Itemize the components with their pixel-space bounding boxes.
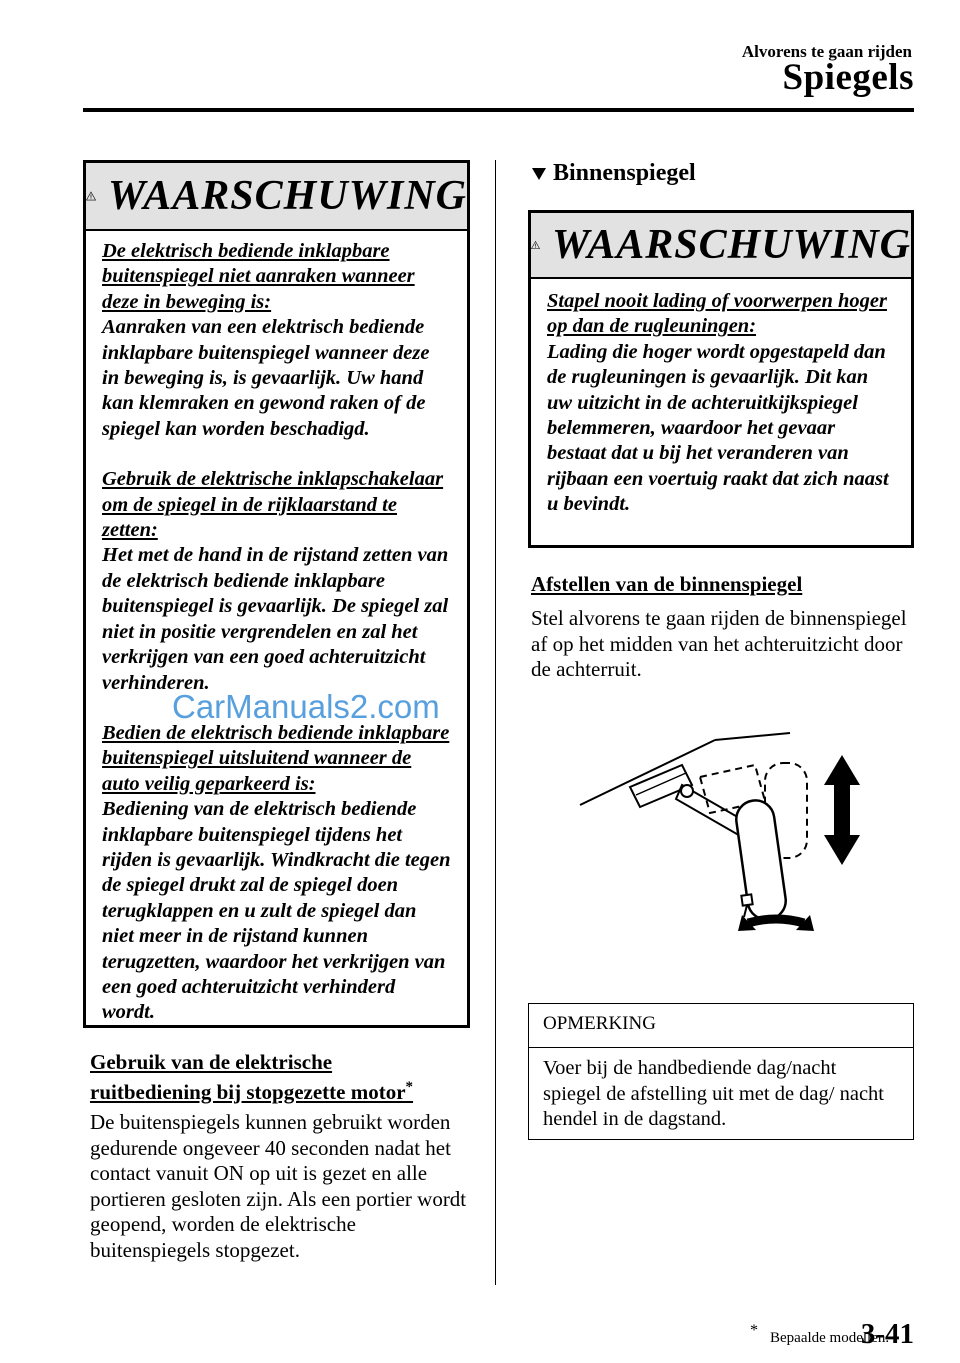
vertical-adjust-arrow-icon <box>824 755 860 865</box>
triangle-bullet-icon <box>531 167 547 181</box>
warning-block <box>547 289 895 518</box>
subheading-line2: ruitbediening bij stopgezette motor <box>90 1080 406 1104</box>
note-box <box>528 1003 914 1140</box>
paragraph-right: Stel alvorens te gaan rijden de binnenspiegel af op het midden van het achteruitzicht door de achterruit. <box>531 606 907 682</box>
warning-heading: Gebruik de elektrische inklapschakelaar om de spiegel in de rijklaarstand te zetten: <box>102 468 444 542</box>
mirror-body <box>734 798 788 922</box>
note-text: Voer bij de handbediende dag/nacht spiegel de afstelling uit met de dag/ nacht hendel in de dagstand. <box>543 1057 884 1131</box>
section-title: Spiegels <box>782 57 914 98</box>
warning-text: Lading die hoger wordt opgestapeld dan de rugleuningen is gevaarlijk. Dit kan uw uitzicht in de achteruitkijkspiegel belemmeren, waardoor het gevaar bestaat dat u bij het veranderen van rijbaan een voertuig raakt dat zich naast u bevindt. <box>547 340 889 516</box>
subheading-power-window <box>90 1050 470 1105</box>
paragraph-left: De buitenspiegels kunnen gebruikt worden gedurende ongeveer 40 seconden nadat het contact vanuit ON op uit is gezet en alle portieren gesloten zijn. Als een portier wordt geopend, worden de elektrische buitenspiegels stopgezet. <box>90 1110 467 1262</box>
warning-block <box>102 721 451 1026</box>
subheading-line1: Gebruik van de elektrische <box>90 1050 333 1074</box>
warning-title: WAARSCHUWING <box>552 222 911 268</box>
warning-body <box>86 231 467 1026</box>
subheading-adjust: Afstellen van de binnenspiegel <box>531 572 803 596</box>
section-heading-text: Binnenspiegel <box>553 160 696 186</box>
warning-triangle-icon <box>531 227 540 263</box>
warning-block <box>102 467 451 696</box>
warning-triangle-icon <box>86 178 96 214</box>
warning-text: Aanraken van een elektrisch bediende inklapbare buitenspiegel wanneer deze in beweging is, is gevaarlijk. Uw hand kan klemraken en gewond raken of de spiegel kan worden beschadigd. <box>102 316 430 440</box>
warning-text: Bediening van de elektrisch bediende inklapbare buitenspiegel tijdens het rijden is gevaarlijk. Windkracht die tegen de spiegel drukt zal de spiegel doen terugklappen en u zult de spiegel dan niet meer in de rijstand kunnen terugzetten, waardoor het verkrijgen van een goed achteruitzicht verhinderd wordt. <box>102 798 451 1024</box>
warning-heading: De elektrisch bediende inklapbare buitenspiegel niet aanraken wanneer deze in beweging is: <box>102 240 415 313</box>
rearview-mirror-illustration <box>570 725 870 945</box>
warning-body <box>531 279 911 518</box>
rotation-arrow-icon <box>738 915 814 931</box>
watermark: CarManuals2.com <box>172 688 440 725</box>
warning-header <box>531 213 911 279</box>
warning-block <box>102 239 451 442</box>
warning-heading: Stapel nooit lading of voorwerpen hoger op dan de rugleuningen: <box>547 290 887 338</box>
warning-box-right <box>528 210 914 548</box>
footnote-mark: * <box>405 1079 414 1095</box>
warning-box-left <box>83 160 470 1028</box>
page-number: 3-41 <box>860 1318 914 1350</box>
column-divider <box>495 160 496 1285</box>
section-heading <box>531 160 696 187</box>
warning-header <box>86 163 467 231</box>
note-title: OPMERKING <box>529 1004 913 1048</box>
warning-text: Het met de hand in de rijstand zetten van de elektrisch bediende inklapbare buitenspiegel is gevaarlijk. De spiegel zal niet in positie vergrendelen en zal het verkrijgen van een goed achteruitzicht verhinderen. <box>102 544 449 694</box>
footnote-text: Bepaalde modellen. <box>770 1330 890 1346</box>
chapter-title: Alvorens te gaan rijden <box>741 42 912 61</box>
warning-title: WAARSCHUWING <box>108 173 467 219</box>
header-rule <box>83 108 914 112</box>
footnote-mark: * <box>750 1322 758 1339</box>
warning-heading: Bedien de elektrisch bediende inklapbare buitenspiegel uitsluitend wanneer de auto veilig geparkeerd is: <box>102 721 450 795</box>
